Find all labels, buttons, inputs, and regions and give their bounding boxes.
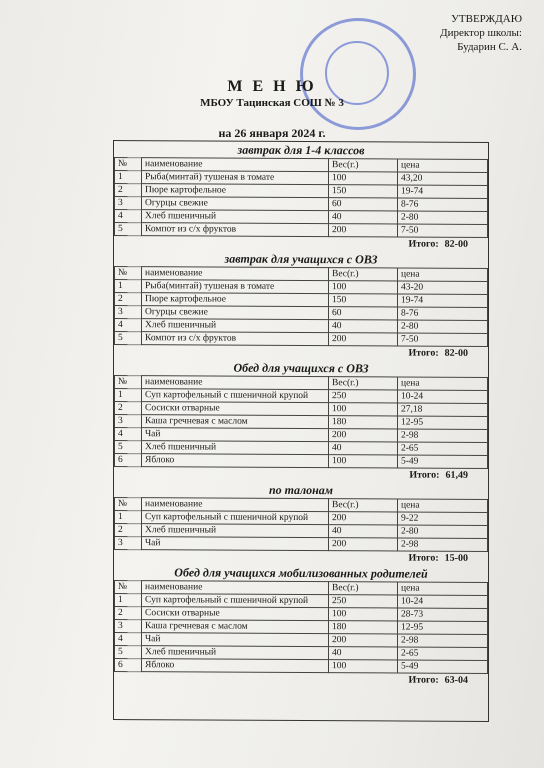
dish-weight: 100 [329, 172, 398, 185]
approval-role: Директор школы: [440, 27, 522, 39]
row-number: 3 [115, 306, 142, 319]
table-row [115, 319, 488, 334]
dish-weight: 40 [329, 320, 398, 333]
table-row [115, 280, 488, 295]
row-number: 2 [115, 184, 142, 197]
dish-weight: 250 [329, 390, 398, 403]
row-number: 4 [115, 210, 142, 223]
total-label: Итого: [408, 347, 439, 359]
column-header: цена [398, 268, 488, 281]
table-row [115, 184, 488, 199]
column-header: цена [398, 159, 488, 172]
column-header: цена [398, 377, 488, 390]
school-seal-stamp [300, 18, 416, 130]
section-title: по талонам [268, 482, 334, 498]
menu-section [114, 141, 488, 252]
dish-name: Яблоко [142, 659, 329, 673]
column-header: цена [398, 499, 488, 512]
dish-name: Хлеб пшеничный [142, 319, 329, 333]
row-number: 3 [115, 197, 142, 210]
dish-price: 28-73 [398, 608, 488, 621]
dish-weight: 60 [329, 198, 398, 211]
dish-name: Суп картофельный с пшеничной крупой [142, 594, 329, 608]
dish-price: 2-98 [398, 429, 488, 442]
dish-weight: 40 [329, 442, 398, 455]
dish-weight: 60 [329, 307, 398, 320]
dish-weight: 100 [329, 281, 398, 294]
row-number: 6 [115, 454, 142, 467]
dish-price: 12-95 [398, 416, 488, 429]
menu-section [114, 250, 488, 361]
table-header-row [115, 498, 488, 513]
dish-name: Яблоко [142, 454, 329, 468]
row-number: 4 [115, 428, 142, 441]
dish-price: 8-76 [398, 307, 488, 320]
column-header: Вес(г.) [329, 268, 398, 281]
dish-name: Чай [142, 537, 329, 551]
dish-price: 7-50 [398, 333, 488, 346]
row-number: 5 [115, 441, 142, 454]
dish-weight: 200 [329, 538, 398, 551]
row-number: 3 [115, 620, 142, 633]
row-number: 5 [115, 646, 142, 659]
row-number: 1 [115, 389, 142, 402]
dish-price: 7-50 [398, 224, 488, 237]
column-header: наименование [142, 158, 329, 172]
dish-price: 9-22 [398, 512, 488, 525]
section-title: Обед для учащихся с ОВЗ [233, 360, 369, 376]
column-header: № [115, 267, 142, 280]
page-title: М Е Н Ю [227, 78, 317, 95]
dish-weight: 250 [329, 595, 398, 608]
menu-table [114, 375, 488, 469]
section-title: завтрак для учащихся с ОВЗ [224, 251, 378, 267]
row-number: 2 [115, 293, 142, 306]
dish-price: 10-24 [398, 390, 488, 403]
column-header: № [115, 581, 142, 594]
total-label: Итого: [408, 674, 439, 686]
dish-name: Пюре картофельное [142, 184, 329, 198]
total-label: Итого: [409, 469, 440, 481]
row-number: 1 [115, 171, 142, 184]
total-value: 61,49 [445, 469, 468, 481]
column-header: Вес(г.) [329, 159, 398, 172]
dish-name: Огурцы свежие [142, 306, 329, 320]
dish-name: Сосиски отварные [142, 402, 329, 416]
menu-table [114, 497, 488, 552]
table-row [115, 293, 488, 308]
total-label: Итого: [408, 552, 439, 564]
dish-price: 5-49 [398, 660, 488, 673]
dish-price: 2-98 [398, 634, 488, 647]
row-number: 2 [115, 524, 142, 537]
table-row [115, 415, 488, 430]
dish-price: 19-74 [398, 185, 488, 198]
dish-name: Чай [142, 428, 329, 442]
dish-weight: 150 [329, 185, 398, 198]
row-number: 5 [115, 223, 142, 236]
menu-table [114, 157, 488, 238]
table-row [115, 197, 488, 212]
menu-tables [113, 140, 489, 722]
dish-weight: 100 [329, 660, 398, 673]
row-number: 1 [115, 511, 142, 524]
menu-table [114, 266, 488, 347]
dish-name: Суп картофельный с пшеничной крупой [142, 389, 329, 403]
row-number: 2 [115, 607, 142, 620]
row-number: 3 [115, 537, 142, 550]
column-header: № [115, 158, 142, 171]
dish-name: Компот из с/х фруктов [142, 332, 329, 346]
total-value: 82-00 [444, 347, 468, 359]
dish-name: Рыба(минтай) тушеная в томате [142, 171, 329, 185]
dish-price: 2-65 [398, 647, 488, 660]
table-header-row [115, 158, 488, 173]
dish-weight: 40 [329, 211, 398, 224]
dish-price: 2-80 [398, 320, 488, 333]
table-row [115, 223, 488, 238]
dish-price: 12-95 [398, 621, 488, 634]
dish-price: 2-80 [398, 525, 488, 538]
row-number: 3 [115, 415, 142, 428]
menu-date: на 26 января 2024 г. [218, 126, 326, 140]
row-number: 5 [115, 332, 142, 345]
dish-price: 43,20 [398, 172, 488, 185]
dish-price: 2-80 [398, 211, 488, 224]
menu-table [114, 580, 488, 674]
table-row [115, 171, 488, 186]
dish-price: 8-76 [398, 198, 488, 211]
dish-weight: 100 [329, 455, 398, 468]
school-name: МБОУ Тацинская СОШ № 3 [200, 97, 344, 109]
section-title: Обед для учащихся мобилизованных родителей [174, 565, 428, 581]
dish-name: Компот из с/х фруктов [142, 223, 329, 237]
table-row [115, 620, 488, 635]
dish-price: 2-98 [398, 538, 488, 551]
dish-name: Хлеб пшеничный [142, 646, 329, 660]
dish-price: 19-74 [398, 294, 488, 307]
dish-name: Хлеб пшеничный [142, 524, 329, 538]
row-number: 1 [115, 594, 142, 607]
dish-weight: 180 [329, 416, 398, 429]
table-row [115, 332, 488, 347]
total-value: 15-00 [444, 552, 468, 564]
column-header: № [115, 498, 142, 511]
column-header: Вес(г.) [329, 582, 398, 595]
row-number: 6 [115, 659, 142, 672]
table-header-row [115, 376, 488, 391]
column-header: наименование [142, 581, 329, 595]
menu-section [114, 481, 488, 566]
table-row [115, 646, 488, 661]
section-total [114, 672, 488, 688]
row-number: 4 [115, 633, 142, 646]
dish-weight: 200 [329, 512, 398, 525]
dish-weight: 40 [329, 647, 398, 660]
dish-weight: 200 [329, 634, 398, 647]
table-row [115, 524, 488, 539]
approval-name: Бударин С. А. [457, 41, 522, 53]
table-row [115, 389, 488, 404]
column-header: Вес(г.) [329, 499, 398, 512]
dish-name: Хлеб пшеничный [142, 210, 329, 224]
dish-name: Каша гречневая с маслом [142, 620, 329, 634]
menu-section [114, 564, 488, 688]
dish-weight: 100 [329, 403, 398, 416]
column-header: Вес(г.) [329, 377, 398, 390]
dish-name: Каша гречневая с маслом [142, 415, 329, 429]
table-row [115, 659, 488, 674]
dish-price: 27,18 [398, 403, 488, 416]
table-row [115, 511, 488, 526]
dish-name: Суп картофельный с пшеничной крупой [142, 511, 329, 525]
dish-price: 2-65 [398, 442, 488, 455]
dish-weight: 100 [329, 608, 398, 621]
dish-weight: 40 [329, 525, 398, 538]
dish-name: Сосиски отварные [142, 607, 329, 621]
table-row [115, 537, 488, 552]
table-row [115, 402, 488, 417]
row-number: 1 [115, 280, 142, 293]
menu-section [114, 359, 488, 483]
approval-block [440, 12, 522, 54]
column-header: № [115, 376, 142, 389]
dish-name: Рыба(минтай) тушеная в томате [142, 280, 329, 294]
column-header: наименование [142, 498, 329, 512]
dish-weight: 180 [329, 621, 398, 634]
total-value: 63-04 [444, 674, 468, 686]
row-number: 2 [115, 402, 142, 415]
section-title: завтрак для 1-4 классов [237, 142, 365, 158]
dish-price: 43-20 [398, 281, 488, 294]
table-row [115, 454, 488, 469]
dish-weight: 200 [329, 333, 398, 346]
column-header: наименование [142, 267, 329, 281]
dish-name: Чай [142, 633, 329, 647]
table-row [115, 607, 488, 622]
dish-name: Огурцы свежие [142, 197, 329, 211]
total-value: 82-00 [444, 238, 468, 250]
table-row [115, 441, 488, 456]
column-header: наименование [142, 376, 329, 390]
row-number: 4 [115, 319, 142, 332]
dish-weight: 200 [329, 224, 398, 237]
table-row [115, 594, 488, 609]
dish-price: 5-49 [398, 455, 488, 468]
dish-price: 10-24 [398, 595, 488, 608]
table-header-row [115, 581, 488, 596]
table-row [115, 210, 488, 225]
dish-weight: 150 [329, 294, 398, 307]
total-label: Итого: [408, 238, 439, 250]
table-header-row [115, 267, 488, 282]
table-row [115, 306, 488, 321]
column-header: цена [398, 582, 488, 595]
approval-title: УТВЕРЖДАЮ [451, 13, 522, 25]
dish-name: Пюре картофельное [142, 293, 329, 307]
dish-name: Хлеб пшеничный [142, 441, 329, 455]
dish-weight: 200 [329, 429, 398, 442]
